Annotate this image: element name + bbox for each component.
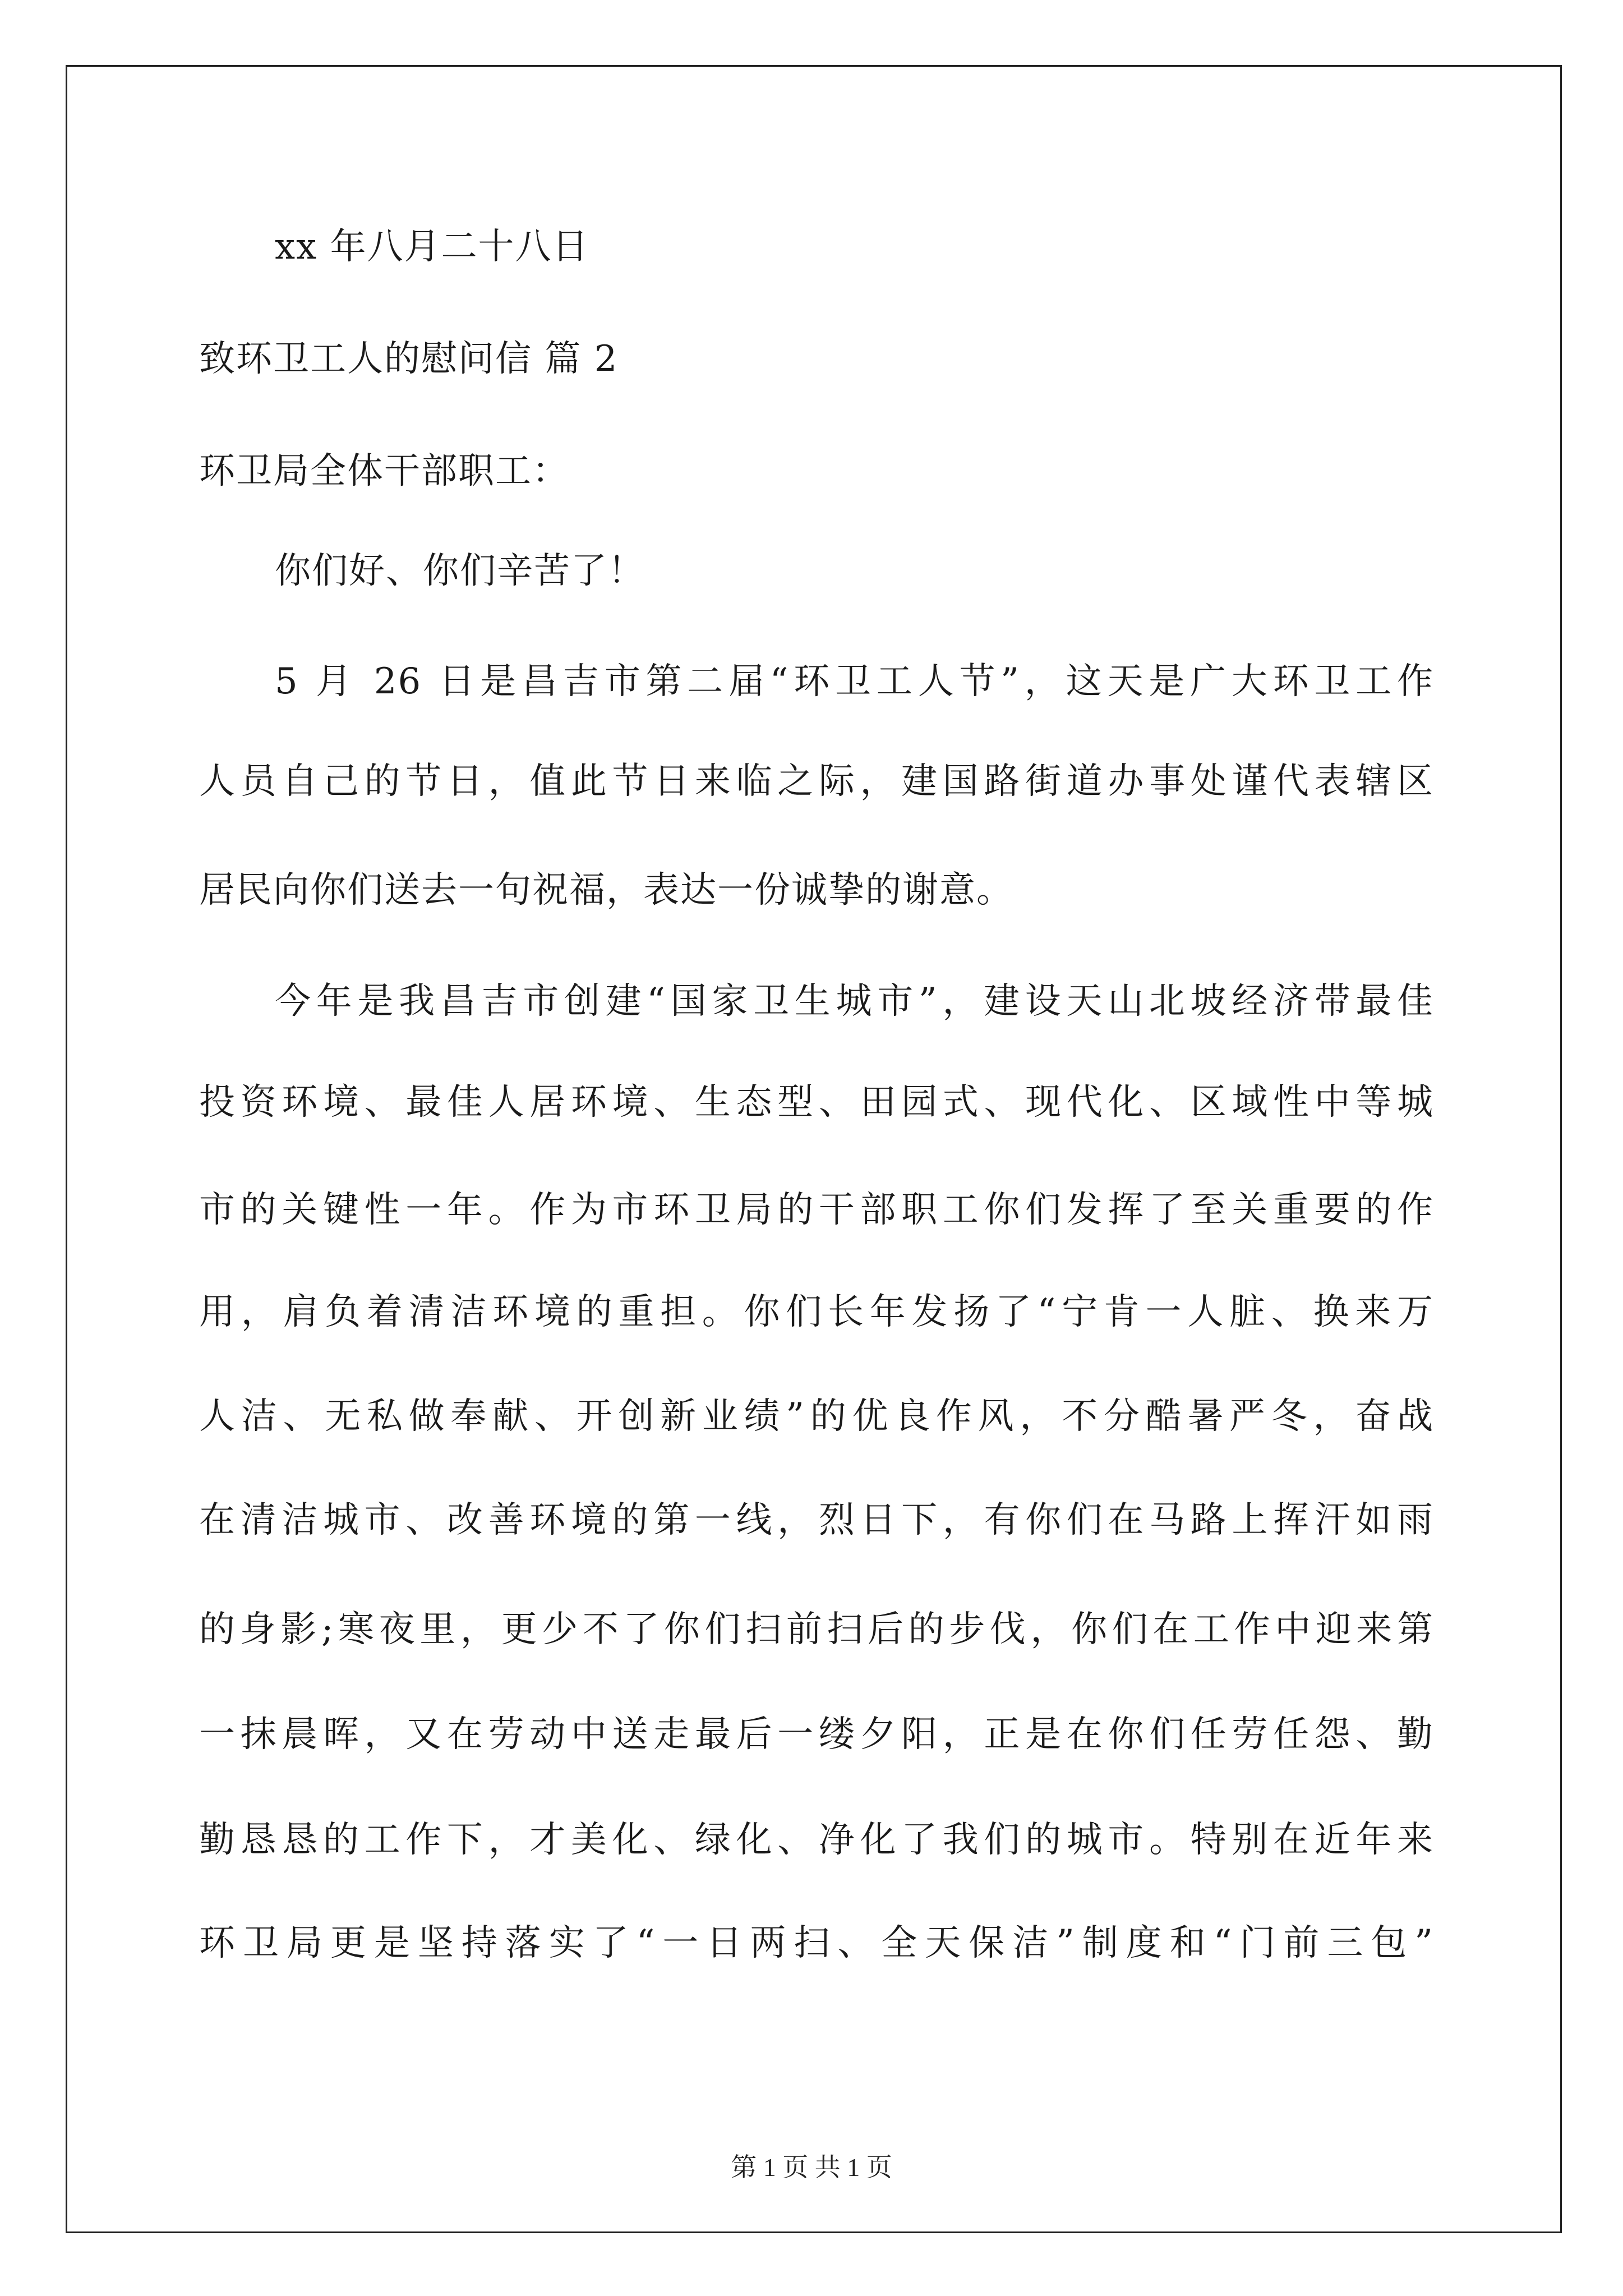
- paragraph-line: 市的关键性一年。作为市环卫局的干部职工你们发挥了至关重要的作: [199, 1189, 1434, 1231]
- paragraph-line: 5 月 26 日是昌吉市第二届“环卫工人节”，这天是广大环卫工作: [275, 661, 1434, 702]
- paragraph-line: 用，肩负着清洁环境的重担。你们长年发扬了“宁肯一人脏、换来万: [199, 1291, 1434, 1333]
- page-border: [66, 65, 1562, 2233]
- paragraph-line: 在清洁城市、改善环境的第一线，烈日下，有你们在马路上挥汗如雨: [199, 1499, 1434, 1541]
- salutation: 环卫局全体干部职工：: [199, 450, 569, 492]
- paragraph-line: 的身影;寒夜里，更少不了你们扫前扫后的步伐，你们在工作中迎来第: [199, 1609, 1434, 1650]
- paragraph-line: 今年是我昌吉市创建“国家卫生城市”，建设天山北坡经济带最佳: [275, 981, 1434, 1022]
- paragraph-line: 人员自己的节日，值此节日来临之际，建国路街道办事处谨代表辖区: [199, 761, 1434, 802]
- paragraph-line: 勤恳恳的工作下，才美化、绿化、净化了我们的城市。特别在近年来: [199, 1819, 1434, 1861]
- paragraph-line: 投资环境、最佳人居环境、生态型、田园式、现代化、区域性中等城: [199, 1082, 1434, 1123]
- letter-title: 致环卫工人的慰问信 篇 2: [199, 338, 619, 380]
- paragraph-line: 居民向你们送去一句祝福，表达一份诚挚的谢意。: [199, 869, 1013, 911]
- paragraph-line: 一抹晨晖，又在劳动中送走最后一缕夕阳，正是在你们任劳任怨、勤: [199, 1714, 1434, 1755]
- paragraph-line: 环卫局更是坚持落实了“一日两扫、全天保洁”制度和“门前三包”: [199, 1922, 1434, 1964]
- greeting: 你们好、你们辛苦了！: [275, 550, 645, 592]
- date-line: xx 年八月二十八日: [275, 226, 589, 268]
- page-number-footer: 第 1 页 共 1 页: [731, 2153, 892, 2182]
- paragraph-line: 人洁、无私做奉献、开创新业绩”的优良作风，不分酷暑严冬，奋战: [199, 1396, 1434, 1437]
